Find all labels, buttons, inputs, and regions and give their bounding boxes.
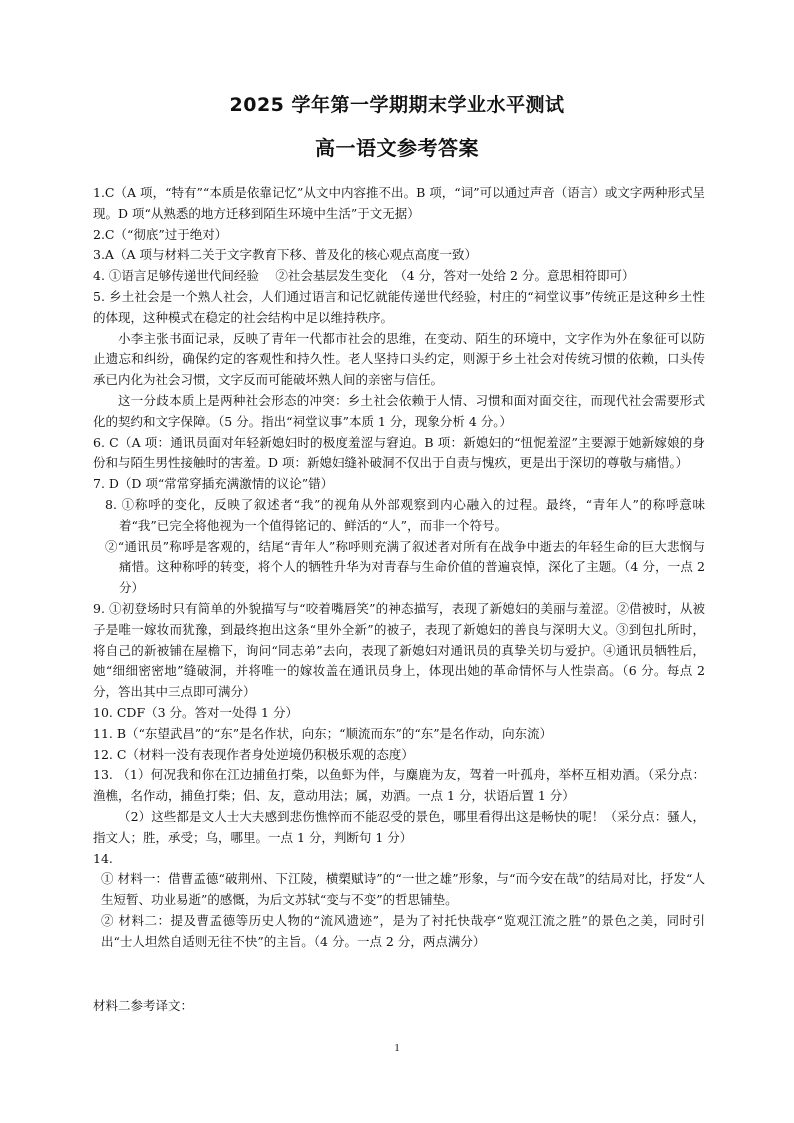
answer-12: 12. C（材料一没有表现作者身处逆境仍积极乐观的态度） <box>93 746 414 762</box>
answer-8-point-2: ②“通讯员”称呼是客观的，结尾“青年人”称呼则充满了叙述者对所有在战争中逝去的年轻生命的巨大悲悯与痛惜。这种称呼的转变，将个人的牺牲升华为对青春与生命价值的普遍哀悼，深化了主题。（4 分，一点 2 分） <box>105 538 705 596</box>
page-title: 2025 学年第一学期期末学业水平测试 <box>229 94 565 116</box>
answer-7: 7. D（D 项“常常穿插充满激情的议论”错） <box>93 476 334 492</box>
answer-14-point-1: ① 材料一：借曹孟德“破荆州、下江陵，横槊赋诗”的“一世之雄”形象，与“而今安在哉”的结局对比，抒发“人生短暂、功业易逝”的感慨，为后文苏轼“变与不变”的哲思铺垫。 <box>101 871 705 908</box>
answer-5-paragraph-2: 小李主张书面记录，反映了青年一代都市社会的思维，在变动、陌生的环境中，文字作为外在象征可以防止遗忘和纠纷，确保约定的客观性和持久性。老人坚持口头约定，则源于乡土社会对传统习惯的依赖，口头传承已内化为社会习惯，文字反而可能破坏熟人间的亲密与信任。 <box>93 330 705 388</box>
answer-13-part-1: 13. （1）何况我和你在江边捕鱼打柴，以鱼虾为伴，与麋鹿为友，驾着一叶孤舟，举杯互相劝酒。（采分点：渔樵，名作动，捕鱼打柴；侣、友，意动用法；属，劝酒。一点 1 分，状语后置 1 分） <box>93 767 705 804</box>
answer-1: 1.C（A 项，“特有”“本质是依靠记忆”从文中内容推不出。B 项，“词”可以通过声音（语言）或文字两种形式呈现。D 项“从熟悉的地方迁移到陌生环境中生活”于文无据） <box>93 185 705 221</box>
answer-4: 4. ①语言足够传递世代间经验 ②社会基层发生变化 （4 分，答对一处给 2 分。意思相符即可） <box>93 268 635 284</box>
answer-13-part-2: （2）这些都是文人士大夫感到悲伤憔悴而不能忍受的景色，哪里看得出这是畅快的呢！（采分点：骚人，指文人；胜，承受；乌，哪里。一点 1 分，判断句 1 分） <box>93 808 705 845</box>
answer-14-point-2: ② 材料二：提及曹孟德等历史人物的“流风遗迹”，是为了衬托快哉亭“览观江流之胜”的景色之美，同时引出“士人坦然自适则无往不快”的主旨。（4 分。一点 2 分，两点满分） <box>101 912 705 949</box>
answer-9: 9. ①初登场时只有简单的外貌描写与“咬着嘴唇笑”的神态描写，表现了新媳妇的美丽与羞涩。②借被时，从被子是唯一嫁妆而犹豫，到最终抱出这条“里外全新”的被子，表现了新媳妇的善良与深明大义。③到包扎所时，将自己的新被铺在屋檐下，询问“同志弟”去向，表现了新媳妇对通讯员的真挚关切与爱护。④通讯员牺牲后，她“细细密密地”缝破洞，并将唯一的嫁妆盖在通讯员身上，体现出她的革命情怀与人性崇高。（6 分。每点 2 分，答出其中三点即可满分） <box>93 600 705 700</box>
answer-list <box>93 183 705 952</box>
answer-8-point-1: 8. ①称呼的变化，反映了叙述者“我”的视角从外部观察到内心融入的过程。最终，“青年人”的称呼意味着“我”已完全将他视为一个值得铭记的、鲜活的“人”，而非一个符号。 <box>105 496 705 533</box>
reference-translation-label: 材料二参考译文： <box>93 998 194 1013</box>
answer-5: 5. 乡土社会是一个熟人社会，人们通过语言和记忆就能传递世代经验，村庄的“祠堂议事”传统正是这种乡土性的体现，这种模式在稳定的社会结构中足以维持秩序。 <box>93 288 705 325</box>
answer-5-paragraph-3: 这一分歧本质上是两种社会形态的冲突：乡土社会依赖于人情、习惯和面对面交往，而现代社会需要形式化的契约和文字保障。（5 分。指出“祠堂议事”本质 1 分，现象分析 4 分。） <box>93 392 705 429</box>
answer-6: 6. C（A 项：通讯员面对年轻新媳妇时的极度羞涩与窘迫。B 项：新媳妇的“忸怩羞涩”主要源于她新嫁娘的身份和与陌生男性接触时的害羞。D 项：新媳妇缝补破洞不仅出于自责与愧疚，更是出于深切的尊敬与痛惜。） <box>93 434 705 471</box>
answer-11: 11. B（“东望武昌”的“东”是名作状，向东；“顺流而东”的“东”是名作动，向东流） <box>93 725 553 741</box>
answer-3: 3.A（A 项与材料二关于文字教育下移、普及化的核心观点高度一致） <box>93 247 477 263</box>
page-subtitle: 高一语文参考答案 <box>315 136 479 160</box>
answer-14-label: 14. <box>93 850 113 866</box>
page-number: 1 <box>394 1042 400 1054</box>
answer-10: 10. CDF（3 分。答对一处得 1 分） <box>93 704 298 720</box>
answer-2: 2.C（“彻底”过于绝对） <box>93 226 228 242</box>
